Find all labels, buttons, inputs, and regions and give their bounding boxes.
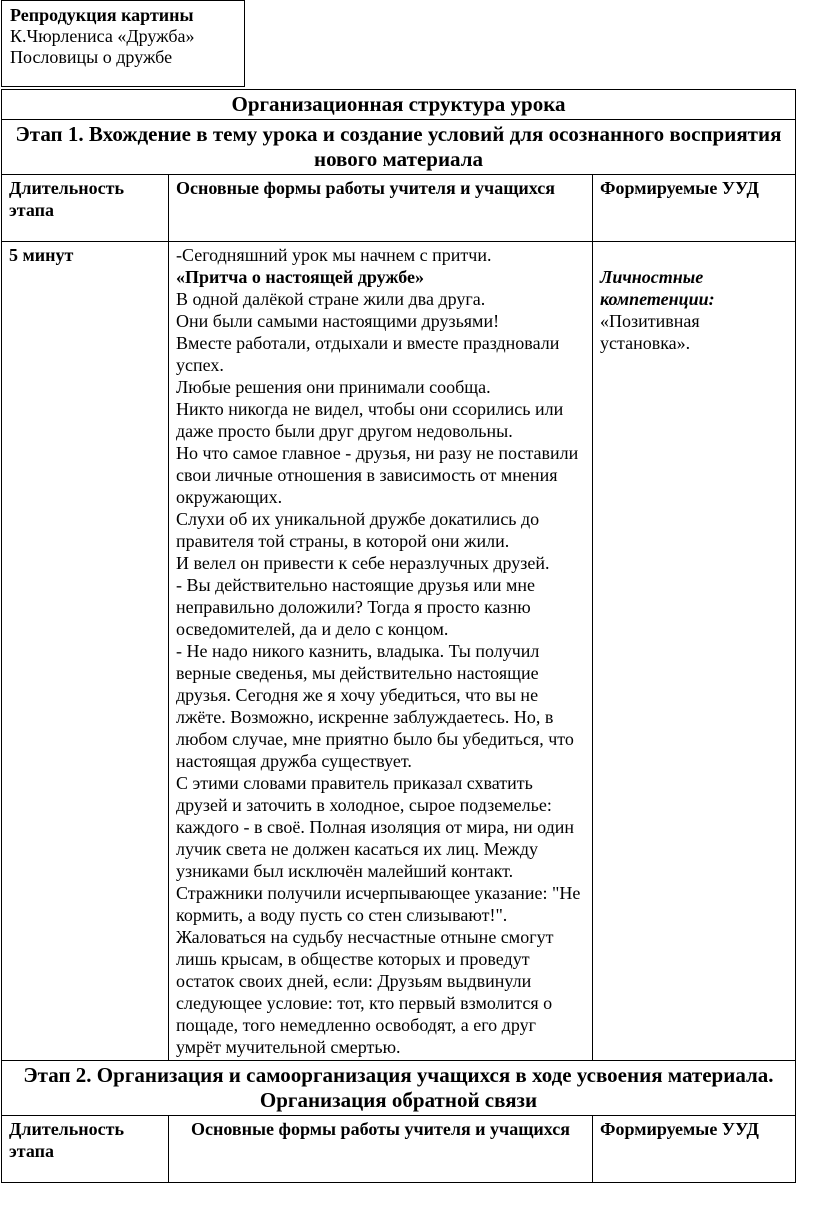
parable-line: Вместе работали, отдыхали и вместе праздновали успех. — [176, 333, 560, 375]
proverbs-label: Пословицы о дружбе — [10, 47, 173, 67]
parable-line: И велел он привести к себе неразлучных друзей. — [176, 553, 550, 573]
artwork-title: К.Чюрлениса «Дружба» — [10, 26, 195, 46]
col-forms-header: Основные формы работы учителя и учащихся — [169, 1116, 593, 1183]
parable-line: - Вы действительно настоящие друзья или мне неправильно доложили? Тогда я просто казню осведомителей, да и дело с концом. — [176, 575, 535, 639]
stage1-title-row — [2, 120, 796, 175]
col-duration-header: Длительность этапа — [2, 1116, 169, 1183]
artwork-info-box — [1, 0, 245, 87]
stage1-column-header-row — [2, 175, 796, 242]
parable-line: - Не надо никого казнить, владыка. Ты получил верные сведенья, мы действительно настоящие друзья. Сегодня же я хочу убедиться, что вы не лжёте. Возможно, искренне заблуждаетесь. Но, в любом случае, мне приятно было бы убедиться, что настоящая дружба существует. — [176, 641, 574, 771]
stage1-forms-cell — [169, 242, 593, 1061]
parable-line: Слухи об их уникальной дружбе докатились до правителя той страны, в которой они жили. — [176, 509, 540, 551]
uud-label: Личностные компетенции: — [600, 267, 715, 309]
parable-intro: -Сегодняшний урок мы начнем с притчи. — [176, 245, 492, 265]
stage2-title: Этап 2. Организация и самоорганизация учащихся в ходе усвоения материала. Организация обратной связи — [2, 1061, 796, 1116]
parable-line: С этими словами правитель приказал схватить друзей и заточить в холодное, сырое подземелье: каждого - в своё. Полная изоляция от мира, ни один лучик света не должен касаться их лиц. Между узниками был исключён малейший контакт. — [176, 773, 575, 881]
col-uud-header: Формируемые УУД — [593, 1116, 796, 1183]
stage1-duration: 5 минут — [2, 242, 169, 1061]
parable-line: Стражники получили исчерпывающее указание: "Не кормить, а воду пусть со стен слизывают!". Жаловаться на судьбу несчастные отныне смогут лишь крысам, в обществе которых и проведут остаток своих дней, если: Друзьям выдвинули следующее условие: тот, кто первый взмолится о пощаде, того немедленно освободят, а его друг умрёт мучительной смертью. — [176, 883, 581, 1057]
structure-title: Организационная структура урока — [2, 90, 796, 120]
parable-line: Они были самыми настоящими друзьями! — [176, 311, 500, 331]
col-forms-header: Основные формы работы учителя и учащихся — [169, 175, 593, 242]
stage2-title-row — [2, 1061, 796, 1116]
structure-title-row — [2, 90, 796, 120]
parable-line: Но что самое главное - друзья, ни разу не поставили свои личные отношения в зависимость от мнения окружающих. — [176, 443, 579, 507]
stage1-uud-cell — [593, 242, 796, 1061]
stage2-column-header-row — [2, 1116, 796, 1183]
uud-value: «Позитивная установка». — [600, 311, 700, 353]
parable-line: В одной далёкой стране жили два друга. — [176, 289, 486, 309]
parable-line: Никто никогда не видел, чтобы они ссорились или даже просто были друг другом недовольны. — [176, 399, 564, 441]
col-uud-header: Формируемые УУД — [593, 175, 796, 242]
parable-title: «Притча о настоящей дружбе» — [176, 267, 425, 287]
parable-line: Любые решения они принимали сообща. — [176, 377, 491, 397]
col-duration-header: Длительность этапа — [2, 175, 169, 242]
stage1-content-row — [2, 242, 796, 1061]
stage1-title: Этап 1. Вхождение в тему урока и создание условий для осознанного восприятия нового материала — [2, 120, 796, 175]
lesson-structure-table — [1, 89, 796, 1183]
artwork-heading: Репродукция картины — [10, 5, 194, 25]
